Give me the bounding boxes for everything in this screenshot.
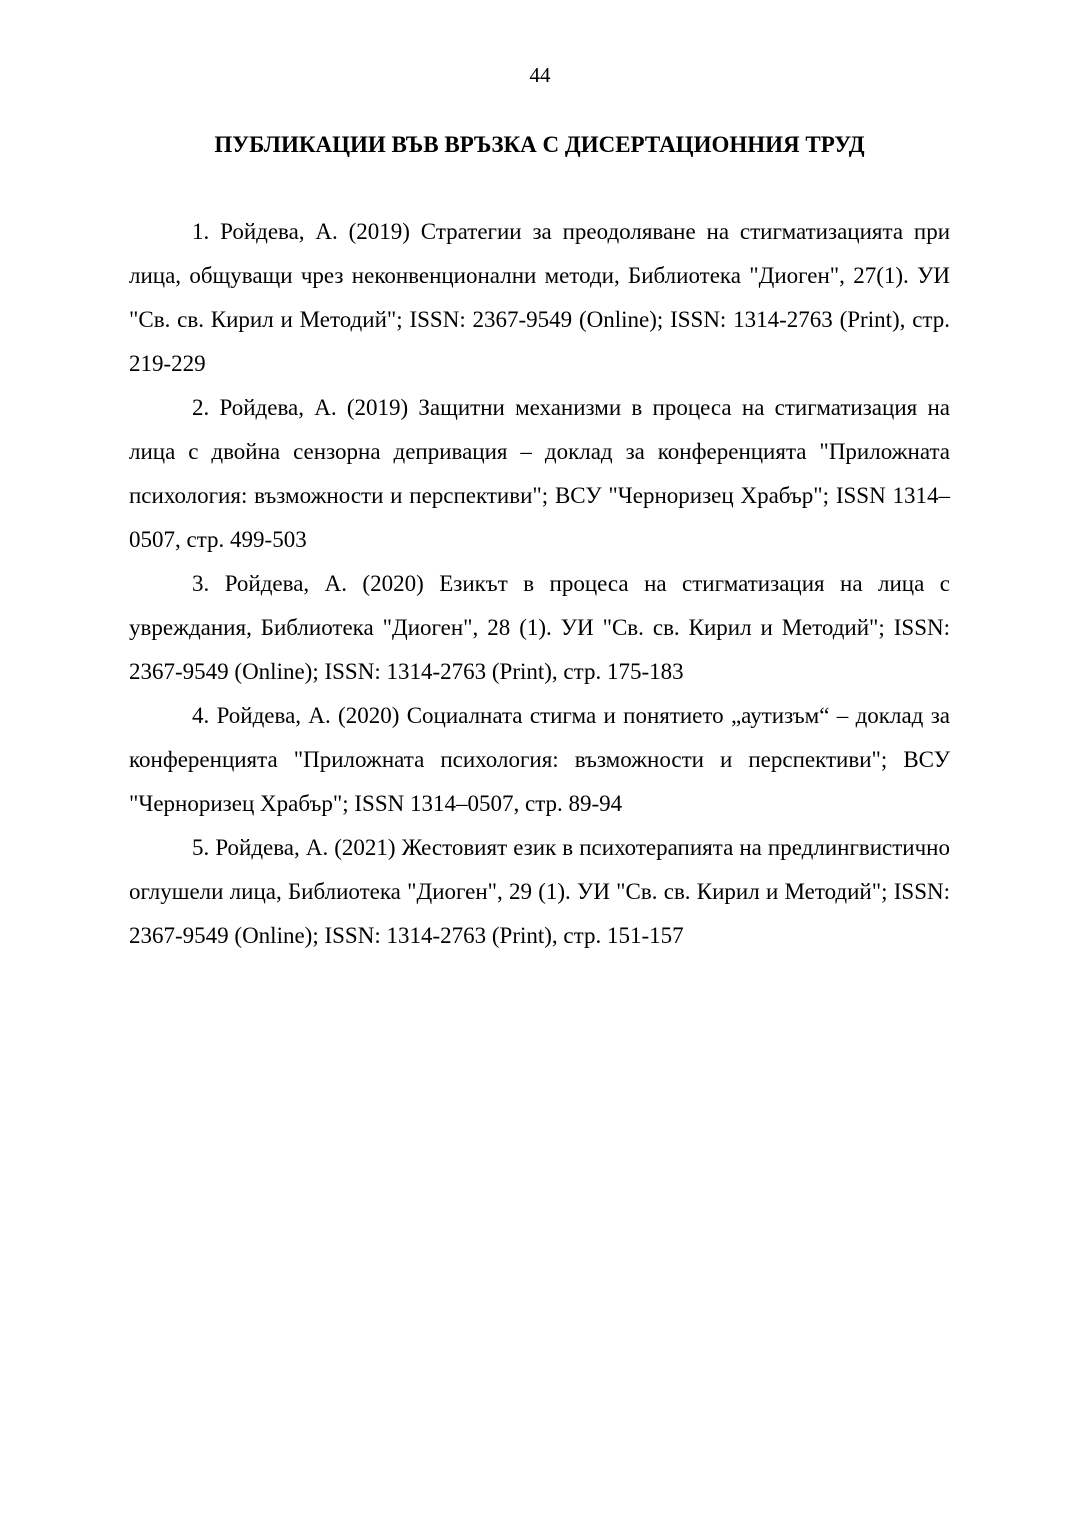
- publication-item: 2. Ройдева, А. (2019) Защитни механизми в процеса на стигматизация на лица с двойна сензорна депривация – доклад за конференцията "Приложната психология: възможности и перспективи"; ВСУ "Черноризец Храбър"; ISSN 1314–0507, стр. 499-503: [129, 395, 950, 552]
- publication-list: [129, 210, 950, 958]
- publication-item: 1. Ройдева, А. (2019) Стратегии за преодоляване на стигматизацията при лица, общуващи чрез неконвенционални методи, Библиотека "Диоген", 27(1). УИ "Св. св. Кирил и Методий"; ISSN: 2367-9549 (Online); ISSN: 1314-2763 (Print), стр. 219-229: [129, 219, 950, 376]
- publication-item: 4. Ройдева, А. (2020) Социалната стигма и понятието „аутизъм“ – доклад за конференцията "Приложната психология: възможности и перспективи"; ВСУ "Черноризец Храбър"; ISSN 1314–0507, стр. 89-94: [129, 703, 950, 816]
- publication-item: 3. Ройдева, А. (2020) Езикът в процеса на стигматизация на лица с увреждания, Библиотека "Диоген", 28 (1). УИ "Св. св. Кирил и Методий"; ISSN: 2367-9549 (Online); ISSN: 1314-2763 (Print), стр. 175-183: [129, 571, 950, 684]
- page-heading: ПУБЛИКАЦИИ ВЪВ ВРЪЗКА С ДИСЕРТАЦИОННИЯ ТРУД: [214, 132, 865, 157]
- page-number: 44: [529, 63, 551, 87]
- publication-item: 5. Ройдева, А. (2021) Жестовият език в психотерапията на предлингвистично оглушели лица, Библиотека "Диоген", 29 (1). УИ "Св. св. Кирил и Методий"; ISSN: 2367-9549 (Online); ISSN: 1314-2763 (Print), стр. 151-157: [129, 835, 950, 948]
